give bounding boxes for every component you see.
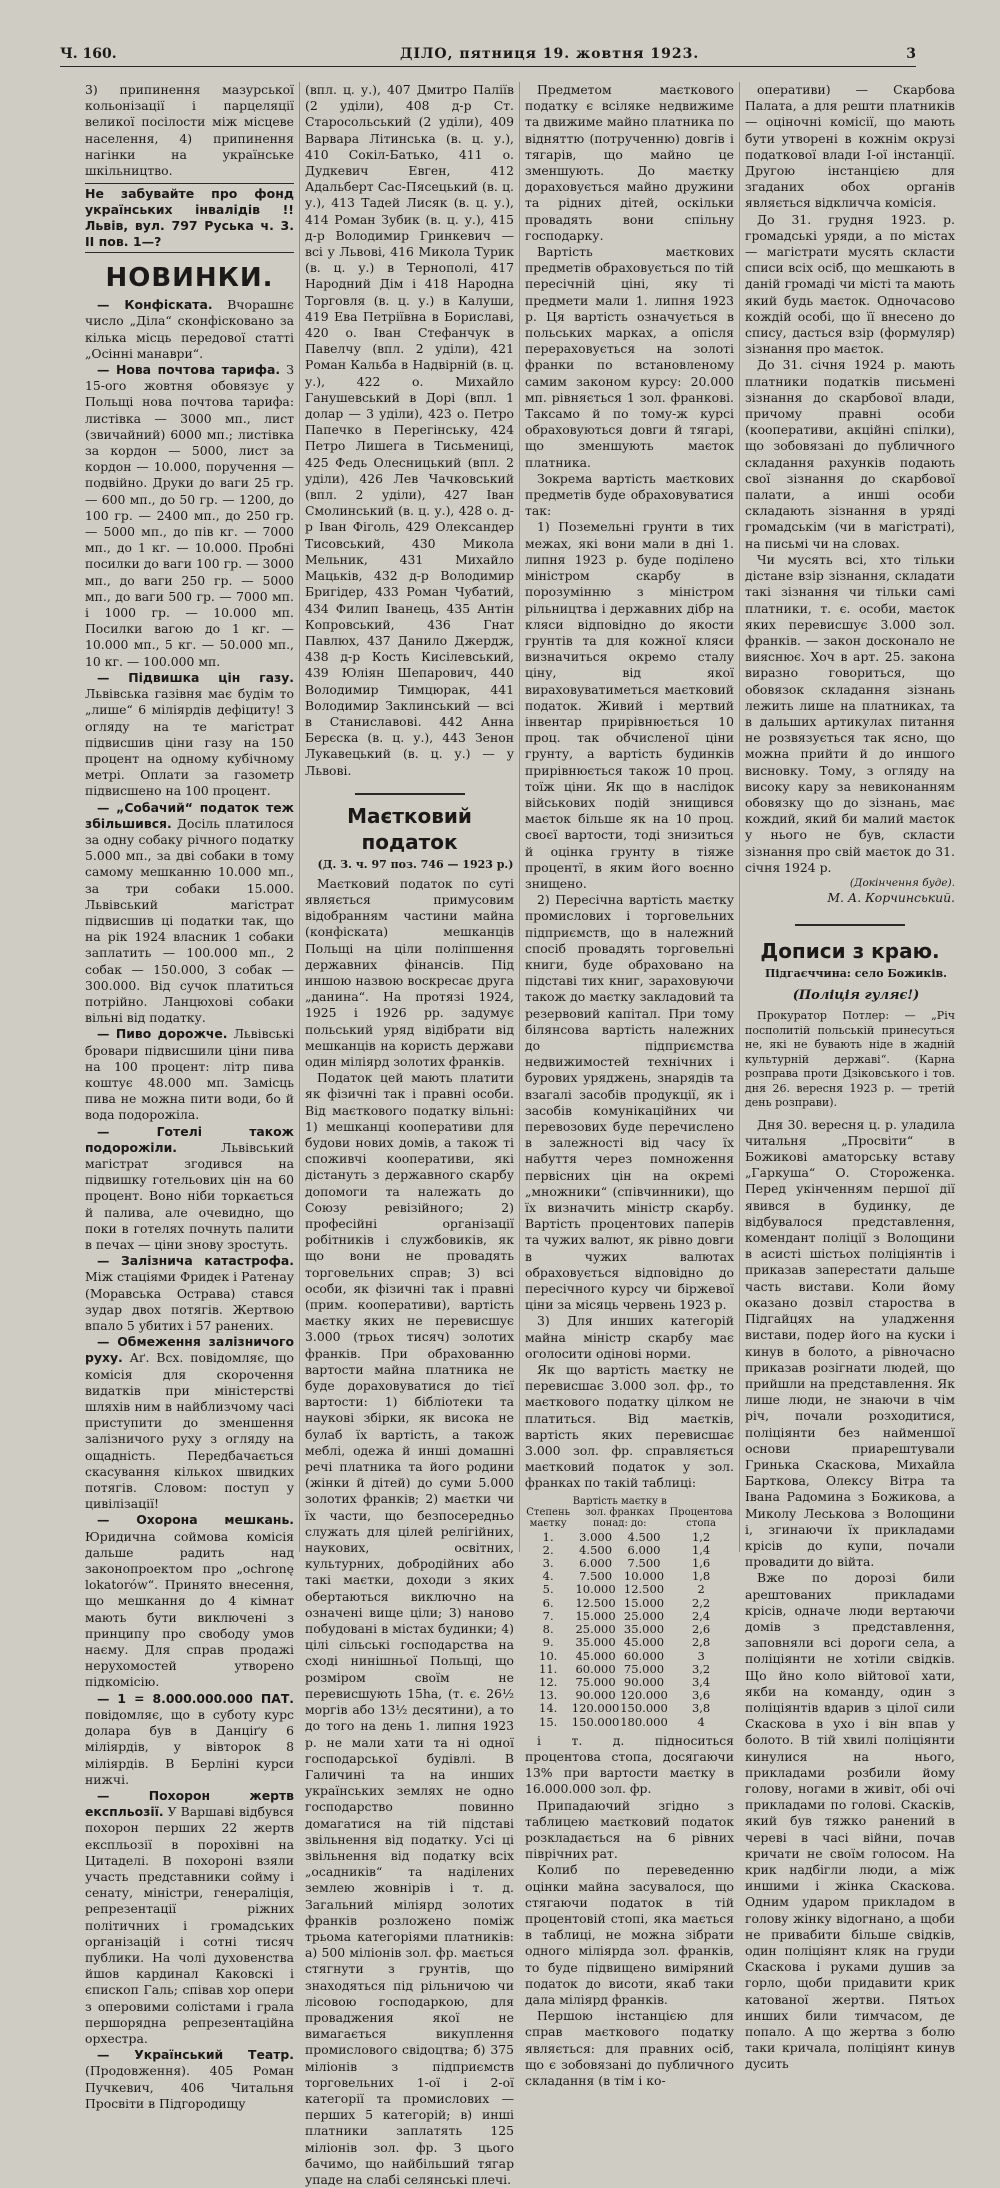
table-row [525, 1583, 734, 1596]
property-tax-paragraph: оперативи) — Скарбова Палата, а для решти платників — оціночні комісії, що мають бути утворені в кожнім окрузі податкової влади І-ої інстанції. Другою інстанцією для згаданих обох органів являється відкличча комісія. [745, 82, 955, 211]
news-item-text: Досіль платилося за одну собаку річного податку 5.000 мп., за дві собаки в тому самому мешканню 10.000 мп., за три собаки 15.000. Львівський магістрат підвисшив ці податки так, що на рік 1924 власник 1 собаки заплатить — 100.000 мп., 2 собак — 150.000, 3 собак — 300.000. Від сучок платиться потрійно. Ланцюхові собаки вільні від податку. [85, 815, 294, 1026]
news-item-lead: — „Собачий“ податок теж збільшився. [85, 799, 294, 831]
table-cell: 4 [697, 1714, 705, 1729]
table-cell: 3 [697, 1648, 705, 1663]
table-cell: 45.000 [575, 1648, 616, 1663]
letter-body [745, 1117, 955, 2073]
table-cell: 3. [542, 1556, 554, 1571]
news-item-lead: — Підвишка цін газу. [97, 669, 294, 685]
property-tax-body [305, 876, 514, 2188]
news-item [85, 297, 294, 362]
table-cell: 4.500 [627, 1529, 661, 1544]
news-item [85, 1253, 294, 1334]
column-4 [740, 82, 960, 2072]
prosecutor-quote: Прокуратор Потлер: — „Річ посполитій польській принесуться не, які не бувають ніде в жадній культурній державі“. (Карна розправа проти Дзіковського і тов. дня 26. вересня 1923 р. — третій день розправи). [745, 1009, 955, 1110]
table-row [525, 1597, 734, 1610]
news-item [85, 800, 294, 1027]
news-item-lead: — Охорона мешкань. [97, 1512, 294, 1528]
news-item [85, 2047, 294, 2112]
section-divider-2 [795, 924, 905, 926]
columns [80, 82, 960, 2187]
table-cell: 1,2 [691, 1529, 711, 1544]
property-tax-continued [525, 82, 734, 1492]
invalid-fund-appeal: Не забувайте про фонд українських інвалідів !! Львів, вул. 797 Руська ч. 3. II пов. 1—? [85, 183, 294, 253]
masthead [60, 42, 916, 67]
table-cell: 2,8 [691, 1635, 711, 1650]
table-cell: 2,6 [691, 1622, 711, 1637]
table-cell: 75.000 [575, 1674, 616, 1689]
intro-paragraph: 3) припинення мазурської кольонізації і парцеляції великої посілости між місцеве населення, 4) припинення нагінки на українське шкільництво. [85, 82, 294, 179]
table-cell: 3,2 [691, 1661, 711, 1676]
news-item-lead: — Готелі також подорожіли. [85, 1123, 294, 1155]
table-cell: 9. [542, 1635, 554, 1650]
table-cell: 11. [539, 1661, 558, 1676]
news-item-text: Вчорашнє число „Діла“ сконфісковано за кілька місць передової статті „Осінні манаври“. [85, 297, 294, 361]
letter-paragraph: Вже по дорозі били арештованих прикладами крісів, одначе люди вертаючи домів з представлення, заповняли всі дороги села, а поліціянти не хотіли свідків. Що йно коло війтової хати, якби на команду, один з поліціянтів вдарив з цілої сили Скаскова в ухо і він впав у болото. В тій хвилі поліціянти кинулися на нього, прикладами розбили йому голову, ногами в живіт, обі очі прикладами по голові. Скасків, який був тяжко ранений в череві в часі війни, почав кричати не своїм голосом. На крик надбігли люди, а між иншими і жінка Скаскова. Одним ударом прикладом в голову жінку відогнано, а щоби не привабити більше свідків, один поліціянт кляк на груди Скаскова і руками душив за горло, щоби придавити крик катованої жертви. Пятьох инших били тимчасом, де попало. А що жертва з болю таки кричала, поліціянт кинув дусить [745, 1570, 955, 2072]
property-tax-paragraph: Вартість маєткових предметів обраховується по тій пересічній ціні, яку ті предмети мали 1. липня 1923 р. Ця вартість означується в польських марках, а опісля перераховується на золоті франки по встановленому самим законом курсу: 20.000 мп. рівняється 1 зол. франкові. Таксамо й по тому-ж курсі обраховуються довги й тягарі, що зменшують маєток платника. [525, 244, 734, 470]
property-tax-paragraph: 3) Для инших категорій майна міністр скарбу має оголосити одінові норми. [525, 1313, 734, 1361]
table-cell: 10.000 [623, 1569, 665, 1584]
news-item-text: повідомляє, що в суботу курс долара був в Данціґу 6 міліярдів, у вівторок 8 міліярдів. В Берліні курси нижчі. [85, 1706, 294, 1787]
news-item [85, 1026, 294, 1123]
news-item [85, 362, 294, 670]
letter-location: Підгаєччина: село Божиків. [764, 967, 947, 981]
paper-name: ДІЛО, [400, 46, 454, 62]
letters-heading: Дописи з краю. [760, 939, 940, 964]
table-cell: 90.000 [575, 1688, 616, 1703]
news-item [85, 1334, 294, 1512]
table-cell: 6.000 [627, 1542, 661, 1557]
column-3 [520, 82, 740, 2088]
news-item-lead: — Пиво дорожче. [97, 1026, 228, 1042]
news-item [85, 1691, 294, 1788]
property-tax-paragraph: Маєтковий податок по суті являється примусовим відобранням частини майна (конфіската) мешканців Польщі на ціли поліпшення державних фінансів. Під иншою назвою воскресає друга „данина“. На протязі 1924, 1925 і 1926 рр. задумує польський уряд відібрати від мешканців на користь держави один міліярд золотих франків. [305, 875, 514, 1069]
table-cell: 25.000 [623, 1608, 665, 1623]
news-item-lead: — Конфіската. [97, 297, 213, 313]
property-tax-paragraph: До 31. січня 1924 р. мають платники податків письмені зізнання до скарбової влади, причому правні особи (кооперативи, акційні спілки), що зобовязані до публичного складання рахунків подають свої зізнання до скарбової палати, а инші особи складають зізнання в уряді громадськім (чи в магістраті), на письмі чи на словах. [745, 357, 955, 551]
news-item-lead: — Український Театр. [97, 2047, 294, 2063]
table-cell: 7. [542, 1608, 554, 1623]
table-cell: 90.000 [623, 1674, 665, 1689]
table-cell: 3,4 [691, 1674, 711, 1689]
news-item [85, 1124, 294, 1254]
table-cell: 35.000 [575, 1635, 616, 1650]
news-heading: НОВИНКИ. [105, 263, 274, 294]
table-cell: 60.000 [623, 1648, 665, 1663]
table-row [525, 1636, 734, 1649]
table-header-degree: Степень маєтку [526, 1506, 571, 1529]
table-cell: 12.500 [623, 1582, 665, 1597]
table-cell: 2. [542, 1542, 554, 1557]
table-cell: 45.000 [623, 1635, 665, 1650]
news-item-lead: — Нова почтова тарифа. [97, 362, 281, 378]
news-item-text: Львівська газівня має будім то „лише“ 6 міліярдів дефіциту! З огляду на те магістрат підвисшив ціни газу на 150 процент на одному кубічному метрі. Оплати за газометр підвисшено на 100 процент. [85, 686, 294, 799]
table-row [525, 1702, 734, 1715]
table-cell: 5. [542, 1582, 554, 1597]
news-item-lead: — Залізнича катастрофа. [97, 1253, 294, 1269]
letter-paragraph: Дня 30. вересня ц. р. уладила читальня „Просвіти“ в Божикові аматорську вставу „Гаркуша“ О. Стороженка. Перед укінченням першої дії явився в будинку, де відбувалося представлення, комендант поліції з Волощини в асисті шістьох поліціянтів і приказав заперестати дальше часть вистави. Коли йому оказано дозвіл староства в Підгайцях на уладження вистави, подер його на куски і кинув в болото, а рівночасно приказав розігнати людей, що прийшли на представлення. Як лише люди, не знаючи в чім річ, почали розходитися, поліціянти без найменшої основи приарештували Гринька Скаскова, Михайла Барткова, Олексу Вітра та Івана Радомина з Божикова, а Миколу Леськова з Волощини і, згинаючи їх прикладами крісів до купи, почали провадити до війта. [745, 1116, 955, 1570]
news-item-text: Між стаціями Фридек і Ратенау (Моравська Острава) стався зудар двох потягів. Жертвою впало 5 убитих і 57 ранених. [85, 1269, 294, 1334]
table-cell: 150.000 [620, 1701, 668, 1716]
table-cell: 15. [539, 1714, 558, 1729]
author-signature: М. А. Корчинський. [827, 889, 955, 905]
donor-list: (впл. ц. у.), 407 Дмитро Паліїв (2 уділи), 408 д-р Ст. Старосольський (2 уділи), 409 Варвара Літинська (в. ц. у.), 410 Сокіл-Батько, 411 о. Дудкевич Евген, 412 Адальберт Сас-Пясецький (в. ц. у.), 413 Тадей Лисяк (в. ц. у.), 414 Роман Зубик (в. ц. у.), 415 д-р Володимир Гринкевич — всі у Львові, 416 Микола Турик (в. ц. у.) в Тернополі, 417 Народний Дім і 418 Народна Торговля (в. ц. у.) в Калуши, 419 Ева Петріївна в Бориславі, 420 о. Іван Стефанчук в Павелчу (впл. 2 уділи), 421 Роман Кальба в Надвірній (в. ц. у.), 422 о. Михайло Ганушевський в Дорі (впл. 1 долар — 3 уділи), 423 о. Петро Папечко в Перегінську, 424 Петро Лишега в Тисьмениці, 425 Федь Олесницький (впл. 2 уділи), 426 Лев Чачковський (впл. 2 уділи), 427 Іван Смолинський (в. ц. у.), 428 о. д-р Іван Фіголь, 429 Олександер Тисовський, 430 Микола Мельник, 431 Михайло Мацьків, 432 д-р Володимир Бригідер, 433 Роман Чубатий, 434 Филип Іванець, 435 Антін Копровський, 436 Гнат Павлюх, 437 Данило Джердж, 438 д-р Кость Кисілевський, 439 Юліян Шепарович, 440 Володимир Тимцюрак, 441 Володимир Заклинський — всі в Станиславові. 442 Анна Берєска (в. ц. у.), 443 Зенон Лукавецький (в. ц. у.) — у Львові. [305, 82, 514, 778]
property-tax-paragraph: Припадаючий згідно з таблицею маєтковий податок розкладається на 6 рівних піврічних рат. [525, 1797, 734, 1862]
table-row [525, 1650, 734, 1663]
news-item-text: Львівські бровари підвисшили ціни пива на 100 процент: літр пива коштує 48.000 мп. Замісць пива не можна пити води, бо й вода подорожіла. [85, 1026, 294, 1123]
table-cell: 25.000 [575, 1622, 616, 1637]
news-item-lead: — Обмеження залізничого руху. [85, 1334, 294, 1366]
property-tax-paragraph: 1) Поземельні грунти в тих межах, які вони мали в дні 1. липня 1923 р. буде поділено міністром скарбу в порозумінню з міністром рільництва і державних дібр на кляси відповідно до якости грунтів та для кожної кляси визначиться окремо сталу ціну, від якої вираховуватиметься маєтковий податок. Живий і мертвий інвентар прирівнюється 10 проц. так обчисленої ціни грунту, а вартість будинків прирівнюється також 10 проц. тоїж ціни. Як що в наслідок військових подій знищився маєток більше як на 10 проц. своєї вартости, тоді знизиться й оцінка грунту в тіяже процентї, в яким його воєнно знищено. [525, 519, 734, 891]
table-cell: 10. [539, 1648, 558, 1663]
property-tax-final [525, 1733, 734, 2089]
paper-title-date [400, 42, 699, 66]
table-header-value: Вартість маєтку в зол. франках понад: до: [572, 1495, 667, 1529]
news-item-text: Аґ. Всх. повідомляє, що комісія для скорочення видатків при міністерстві шляхів ним в найблизчому часі приступити до зменшення залізничого руху з огляду на ощадність. Передбачається скасування кількох швидких потягів. Словом: поступ у цивілізації! [85, 1350, 294, 1512]
table-cell: 7.500 [627, 1556, 661, 1571]
news-item [85, 670, 294, 800]
column-2 [300, 82, 520, 2187]
property-tax-source: (Д. З. ч. 97 поз. 746 — 1923 р.) [317, 857, 514, 871]
news-item-lead: — Похорон жертв експльозії. [85, 1787, 294, 1820]
news-item-lead: — 1 = 8.000.000.000 ПАТ. [97, 1690, 294, 1706]
property-tax-paragraph: Першою інстанцією для справ маєткового податку являється: для правних осіб, що є зобовязані до публичного складання (в тім і ко- [525, 2008, 734, 2088]
table-cell: 3,6 [691, 1688, 711, 1703]
issue-number: Ч. 160. [60, 46, 117, 62]
property-tax-paragraph: Податок цей мають платити як фізичні так і правні особи. Від маєткового податку вільні: 1) мешканці кооперативи для будови нових домів, а також ті споживчі кооперативи, які дістануть з державного скарбу допомоги та належать до Союзу ревізійного; 2) професійні організації робітників і службовиків, як що вони не провадять торговельних справ; 3) всі особи, як фізичні так і правні (прим. кооперативи), вартість маєтку яких не перевисшує 3.000 (трьох тисяч) золотих франків. При обрахованню вартости майна платника не буде дораховуватися до тієї вартости: 1) бібліотеки та наукові збірки, як висока не булаб їх вартість, а також меблі, одежа й инші домашні речі платника та його родини (жінки й дітей) до суми 5.000 золотих франків; 2) маєтки чи їх части, що безпосередньо служать для цілей релігійних, наукових, освітних, культурних, добродійних або такі маєтки, доходи з яких обертаються виключно на означені вище ціли; 3) наново побудовані в містах будинки; 4) цілі сільські господарства на сході нинішньої Польщі, що розміром своїм не перевисшують 15ha, (т. є. 26½ моргів або 13½ десятини), а то до того на день 1. липня 1923 р. не мали хати та ні одної господарської будівлі. В Галичині та на инших українських землях не одно господарство повинно домагатися на тій підставі звільнення від податку. Усі ці звільнення від податку всіх „осадників“ та наділених землею жовнірів і т. д. Загальний міліярд золотих франків розложено поміж трьома категоріями платників: а) 500 міліонів зол. фр. мається стягнути з грунтів, що знаходяться під рільничою чи лісовою господаркою, для проваджения якої не вимагається викуплення промислового свідоцтва; б) 375 міліонів з підприємств торговельних 1-ої і 2-ої категорії та промислових — перших 5 категорій; в) инші платники заплатять 125 міліонів зол. фр. З цього бачимо, що найбільший тягар упаде на слабі селянські плечі. [305, 1070, 514, 2187]
news-item [85, 1788, 294, 2047]
tax-rate-table [525, 1495, 734, 1729]
property-tax-paragraph: Колиб по переведенню оцінки майна засувалося, що стягаючи податок в тій процентовій стопі, яка мається в таблиці, не можна зібрати одного міліярда зол. франків, то буде підвищено виміряний податок до висоти, якаб таки дала міліярд франків. [525, 1862, 734, 2007]
page-number: 3 [906, 46, 916, 62]
table-cell: 1,4 [691, 1542, 711, 1557]
table-cell: 1. [542, 1529, 554, 1544]
table-cell: 2 [697, 1582, 705, 1597]
table-cell: 2,2 [691, 1595, 711, 1610]
table-row [525, 1531, 734, 1544]
table-cell: 1,6 [691, 1556, 711, 1571]
column-1 [80, 82, 300, 2111]
table-cell: 15.000 [575, 1608, 616, 1623]
table-cell: 8. [542, 1622, 554, 1637]
continued-note: (Докінчення буде). [849, 876, 955, 889]
property-tax-end [745, 82, 955, 876]
section-divider [355, 793, 465, 795]
property-tax-paragraph: Як що вартість маєтку не перевисшає 3.000 зол. фр., то маєткового податку цілком не платиться. Від маєтків, вартість яких перевисшає 3.000 зол. фр. справляється маєтковий податок у зол. франках по такій таблиці: [525, 1362, 734, 1491]
table-cell: 35.000 [623, 1622, 665, 1637]
table-cell: 4. [542, 1569, 554, 1584]
table-cell: 12.500 [575, 1595, 616, 1610]
table-cell: 15.000 [623, 1595, 665, 1610]
news-item-text: Юридична соймова комісія дальше радить над законопроектом про „ochronę lokatorów“. Принято внесення, що мешкання до 4 кімнат мають бути виключені з принципу про свободу умов наєму. Для справ продажі нерухомостей утворено підкомісію. [85, 1528, 294, 1690]
table-cell: 3,8 [691, 1701, 711, 1716]
table-cell: 10.000 [575, 1582, 616, 1597]
property-tax-paragraph: Зокрема вартість маєткових предметів буде обраховуватися так: [525, 470, 734, 519]
table-cell: 13. [539, 1688, 558, 1703]
table-cell: 12. [539, 1674, 558, 1689]
news-item-text: З 15-ого жовтня обовязує у Польщі нова почтова тарифа: листівка — 3000 мп., лист (звичайний) 6000 мп.; листівка за кордон — 5000, лист за кордон — 10.000, поручення — подвійно. Друки до ваги 25 гр. — 600 мп., до 50 гр. — 1200, до 100 гр. — 2400 мп., до 250 гр. — 5000 мп., до пів кг. — 7000 мп., до 1 кг. — 10.000. Пробні посилки до ваги 100 гр. — 3000 мп., до ваги 250 гр. — 5000 мп., до ваги 500 гр. — 7000 мп. і 1000 гр. — 10.000 мп. Посилки вагою до 1 кг. — 10.000 мп., 5 кг. — 50.000 мп., 10 кг. — 100.000 мп. [85, 362, 294, 669]
table-cell: 3.000 [579, 1529, 613, 1544]
property-tax-heading: Маєтковий податок [347, 803, 472, 854]
property-tax-paragraph: 2) Пересічна вартість маєтку промислових і торговельних підприємств, що в належний спосіб провадять торговельні книги, буде обраховано на підставі тих книг, зараховуючи також до маєтку закладовий та резервовий капітал. При тому білянсова вартість належних до підприємства недвижимостей технічних і бурових уряджень, знарядів та взагалі засобів продукції, як і засобів комунікаційних чи перевозових буде перечислено в залежності від часу їх набуття через помноження первісних цін на окремі „множники“ (співчинники), що їх визначить міністр скарбу. Вартість процентових паперів та чужих валют, як рівно довги в чужих валютах обраховується відповідно до пересічного курсу чи біржевої ціни за місяць червень 1923 р. [525, 892, 734, 1313]
table-cell: 150.000 [571, 1714, 620, 1729]
news-item-text: (Продовження). 405 Роман Пучкевич, 406 Читальня Просвіти в Підгородищу [85, 2063, 294, 2111]
table-cell: 2,4 [691, 1608, 711, 1623]
table-cell: 75.000 [623, 1661, 665, 1676]
table-cell: 6.000 [579, 1556, 613, 1571]
issue-date: пятниця 19. жовтня 1923. [459, 46, 700, 62]
table-row [525, 1663, 734, 1676]
table-cell: 60.000 [575, 1661, 616, 1676]
property-tax-paragraph: і т. д. підноситься процентова стопа, досягаючи 13% при вартости маєтку в 16.000.000 зол. фр. [525, 1732, 734, 1797]
table-cell: 7.500 [579, 1569, 613, 1584]
news-item-text: У Варшаві відбувся похорон перших 22 жертв експльозії в порохівні на Цитаделі. В похороні взяли участь представники сойму і сенату, міністри, генераліція, репрезентації ріжних політичних і громадських організацій і сотні тисяч публики. На чолі духовенства йшов кардинал Каковскі і єпископ Галь; співав хор опери з оперовими солістами і грала першорядна репрезентаційна орхестра. [85, 1804, 294, 2046]
table-cell: 120.000 [571, 1701, 620, 1716]
property-tax-paragraph: До 31. грудня 1923. р. громадські уряди, а по містах — магістрати мусять скласти списи всіх осіб, що мешкають в даній громаді чи місті та мають який будь маєток. Одночасово кождій особі, що її внесено до спису, дасться взір (формуляр) зізнання про маєток. [745, 211, 955, 357]
table-cell: 120.000 [620, 1688, 668, 1703]
table-cell: 1,8 [691, 1569, 711, 1584]
property-tax-paragraph: Предметом маєткового податку є всіляке недвижиме та движиме майно платника по відняттю (потрученню) довгів і тягарів, що майно це зменшують. До маєтку дораховується майно дружини та рідних дітей, оскільки провадять вони спільну господарку. [525, 82, 734, 243]
table-cell: 180.000 [620, 1714, 668, 1729]
news-item-text: Львівський магістрат згодився на підвишку готельових цін на 60 процент. Воно ніби торкається й палива, але очевидно, що поки в готелях почнуть палити в печах — ціни знову зростуть. [85, 1139, 294, 1252]
news-item [85, 1512, 294, 1690]
news-list [85, 297, 294, 2112]
table-row [525, 1716, 734, 1729]
property-tax-paragraph: Чи мусять всі, хто тільки дістане взір зізнання, складати такі зізнання чи тільки самі платники, т. є. особи, маєток яких перевисшує 3.000 зол. франків. — закон досконало не вияснює. Хоч в арт. 25. закона виразно говориться, що обовязок складання зізнань лежить лише на платниках, та в дальших артикулах питання не розвязується так ясно, що можна прийти й до иншого висновку. Тому, з огляду на високу кару за невиконанням обовязку що до зізнань, має кождий, який би малий маєток у нього не був, скласти зізнання про свій маєток до 31. січня 1924 р. [745, 551, 955, 875]
table-cell: 6. [542, 1595, 554, 1610]
table-cell: 4.500 [579, 1542, 613, 1557]
table-header-rate: Процентова стопа [669, 1506, 733, 1529]
letter-subtitle: (Поліція гуляє!) [792, 988, 920, 1004]
table-cell: 14. [539, 1701, 558, 1716]
